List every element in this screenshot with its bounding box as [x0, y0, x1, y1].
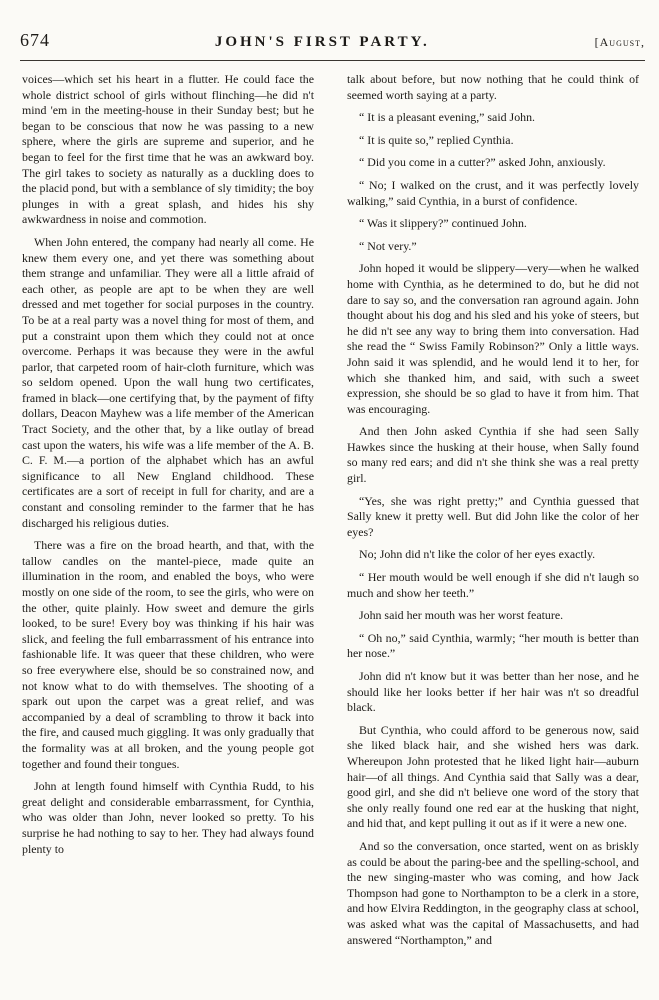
- paragraph: When John entered, the company had nearly all come. He knew them every one, and yet there was something about them strange and unfamiliar. They were all a little afraid of each other, as people are apt to be when they are well dressed and met together for social purposes in the country. To be at a real party was a novel thing for most of them, and put a constraint upon them which they could not at once overcome. Perhaps it was because they were in the awful parlor, that carpeted room of hair-cloth furniture, which was so seldom opened. Upon the wall hung two certificates, framed in black—one certifying that, by the payment of fifty dollars, Deacon Mayhew was a life member of the American Tract Society, and the other that, by a like outlay of bread cast upon the waters, his wife was a life member of the A. B. C. F. M.—a portion of the alphabet which has an awful significance to all New England childhood. These certificates are a sort of receipt in full for charity, and are a constant and consoling reminder to the farmer that he has discharged his religious duties.: [22, 234, 314, 530]
- paragraph: No; John did n't like the color of her eyes exactly.: [359, 547, 596, 562]
- dialogue-line: “ Not very.”: [359, 238, 417, 253]
- page-number: 674: [20, 30, 50, 50]
- header-rule: [20, 60, 645, 61]
- paragraph: John did n't know but it was better than her nose, and he should like her looks better if her hair was n't so dreadful black.: [347, 669, 639, 715]
- paragraph: talk about before, but now nothing that he could think of seemed worth saying at a party.: [347, 72, 639, 102]
- paragraph: And so the conversation, once started, went on as briskly as could be about the paring-bee and the spelling-school, and the new singing-master who was coming, and how Jack Thompson had gone to Northampton to be a clerk in a store, and how Elvira Reddington, in the geography class at school, was asked what was the capital of Massachusetts, and had answered “Northampton,” and: [347, 838, 639, 947]
- paragraph: There was a fire on the broad hearth, and that, with the tallow candles on the mantel-piece, made quite an illumination in the room, and enabled the boys, who were mostly on one side of the room, to see the girls, who were on the other, quite plainly. How sweet and demure the girls looked, to be sure! Every boy was thinking if his hair was slick, and feeling the full embarrassment of his entrance into fashionable life. It was queer that these children, who were so free everywhere else, should be so constrained now, and not know what to do with themselves. The shooting of a spark out upon the carpet was a great relief, and was accompanied by a deal of scrambling to throw it back into the fire, and caused much giggling. It was only gradually that the formality was at all broken, and the young people got together and found their tongues.: [22, 538, 314, 771]
- running-title: JOHN'S FIRST PARTY.: [214, 34, 430, 50]
- dialogue-line: “ No; I walked on the crust, and it was perfectly lovely walking,” said Cynthia, in a burst of confidence.: [347, 177, 639, 208]
- right-column: [347, 72, 639, 955]
- paragraph: But Cynthia, who could afford to be generous now, said she liked black hair, and she wished hers was dark. Whereupon John protested that he liked light hair—auburn hair—of all things. And Cynthia said that Sally was a dear, good girl, and she did n't believe one word of the story that she only really found one red ear at the husking that night, and hid that, and kept pulling it out as if it were a new one.: [347, 722, 639, 831]
- dialogue-line: “ It is a pleasant evening,” said John.: [359, 110, 535, 125]
- paragraph: John hoped it would be slippery—very—when he walked home with Cynthia, as he determined to do, but he did not dare to say so, and the conversation ran aground again. John thought about his dog and his sled and his yoke of steers, but he did n't see any way to bring them into conversation. Had she read the “ Swiss Family Robinson?” Only a little ways. John said it was splendid, and he would lend it to her, for which she thanked him, and said, with such a sweet expression, she should be so glad to have it from him. That was encouraging.: [347, 261, 639, 416]
- paragraph: John said her mouth was her worst feature.: [359, 608, 564, 623]
- left-column: [22, 72, 314, 864]
- issue-month: [August,: [594, 35, 645, 49]
- dialogue-line: “ It is quite so,” replied Cynthia.: [359, 132, 514, 147]
- dialogue-line: “ Did you come in a cutter?” asked John, anxiously.: [359, 155, 606, 170]
- paragraph: voices—which set his heart in a flutter. He could face the whole district school of girls without flinching—he did n't mind 'em in the meeting-house in their Sunday best; but he began to be conscious that now he was passing to a new sphere, where the girls are supreme and superior, and he began to feel for the first time that he was an awkward boy. The girl takes to society as naturally as a duckling does to the placid pond, but with a semblance of sly timidity; the boy plunges in with a great splash, and hides his shy awkwardness in noise and commotion.: [22, 72, 314, 227]
- paragraph: And then John asked Cynthia if she had seen Sally Hawkes since the husking at their house, when Sally found so many red ears; and did n't she think she was a real pretty girl.: [347, 424, 639, 486]
- paragraph: “Yes, she was right pretty;” and Cynthia guessed that Sally knew it pretty well. But did John like the color of her eyes?: [347, 493, 639, 539]
- dialogue-line: “ Was it slippery?” continued John.: [359, 216, 527, 231]
- page-header: [20, 30, 645, 52]
- paragraph: “ Oh no,” said Cynthia, warmly; “her mouth is better than her nose.”: [347, 630, 639, 661]
- paragraph: John at length found himself with Cynthia Rudd, to his great delight and considerable embarrassment, for Cynthia, who was older than John, never looked so pretty. To his surprise he had nothing to say to her. They had always found plenty to: [22, 779, 314, 856]
- paragraph: “ Her mouth would be well enough if she did n't laugh so much and show her teeth.”: [347, 570, 639, 600]
